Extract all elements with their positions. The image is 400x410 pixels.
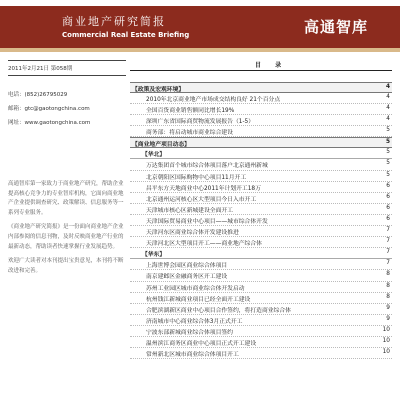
toc-entry-page: 10	[382, 349, 390, 356]
toc-entry[interactable]	[130, 259, 392, 270]
toc-subsection[interactable]	[130, 248, 392, 259]
contact-phone: 电话：(852)26795029	[8, 92, 68, 98]
toc-entry-page: 8	[386, 293, 390, 300]
table-of-contents	[130, 82, 392, 359]
toc-entry-page: 5	[386, 160, 390, 167]
toc-entry[interactable]	[130, 304, 392, 315]
toc-entry[interactable]	[130, 348, 392, 359]
toc-entry-title: 南京建邺区金融商务区开工建设	[146, 274, 228, 281]
toc-entry-title: 宁波东部新城商业综合体项目签约	[146, 329, 233, 336]
toc-entry-page: 7	[386, 227, 390, 234]
toc-entry-title: 深圳广东省国际商贸物流发展报告（1-5）	[146, 119, 255, 126]
page-header	[0, 0, 400, 52]
toc-entry[interactable]	[130, 282, 392, 293]
toc-entry-title: 全国百货商业销售额同比增长19%	[146, 108, 235, 115]
toc-entry-page: 8	[386, 282, 390, 289]
toc-entry-title: 杭州钱江新城商业项目已经全面开工建设	[146, 296, 251, 303]
toc-entry-title: 【华北】	[142, 152, 166, 159]
intro-paragraph: 高通智库第一家致力于商业地产研究，帮助企业提高核心竞争力的专业智库机构，它面向商业地产企业提供调查研究、政策解读、信息服务等一系列专业服务。	[8, 181, 124, 216]
toc-entry-title: 北京朝阳区国际购物中心项目11月开工	[146, 174, 247, 181]
toc-entry-title: 昌平东方天地商业中心2011年计划开工18万	[146, 185, 261, 192]
toc-entry-page: 8	[386, 271, 390, 278]
toc-entry-page: 4	[386, 94, 390, 100]
toc-title: 目 录	[255, 62, 288, 69]
toc-entry-page: 9	[386, 304, 390, 311]
contact-email[interactable]: 邮箱：gtc@gaotongchina.com	[8, 106, 90, 112]
toc-entry-title: 商务部：将启动城市商业综合建设	[146, 130, 233, 137]
toc-entry-title: 【政策及宏观环境】	[132, 87, 185, 93]
toc-entry-title: 天津城市核心区新城建设全面开工	[146, 207, 233, 214]
toc-entry[interactable]	[130, 104, 392, 115]
toc-entry-page: 5	[386, 171, 390, 178]
toc-entry-page: 6	[386, 182, 390, 189]
toc-entry[interactable]	[130, 171, 392, 182]
toc-section[interactable]	[130, 137, 392, 148]
toc-entry-title: 济南城市中心商业综合体3月正式开工	[146, 318, 243, 325]
toc-entry-title: 天津国际贸易商业中心项目——城市综合体开发	[146, 218, 268, 225]
toc-entry[interactable]	[130, 126, 392, 137]
toc-entry-page: 5	[386, 127, 390, 134]
toc-section[interactable]	[130, 82, 392, 93]
toc-entry[interactable]	[130, 182, 392, 193]
toc-entry[interactable]	[130, 204, 392, 215]
contact-website[interactable]: 网址：www.gaotongchina.com	[8, 120, 91, 126]
toc-entry-page: 7	[386, 249, 390, 256]
toc-entry[interactable]	[130, 237, 392, 248]
toc-entry-page: 5	[385, 139, 390, 146]
toc-entry-page: 10	[382, 326, 390, 333]
toc-entry-page: 6	[386, 204, 390, 211]
toc-entry-title: 万达集团首个城市综合体项目落户北京通州新城	[146, 163, 268, 170]
toc-entry[interactable]	[130, 315, 392, 326]
toc-entry-page: 6	[386, 193, 390, 200]
toc-entry-page: 7	[386, 238, 390, 245]
toc-entry[interactable]	[130, 270, 392, 281]
issue-info: 2011年2月21日 第058期	[8, 60, 126, 76]
toc-entry-page: 9	[386, 315, 390, 322]
header-title-cn: 商业地产研究简报	[62, 15, 166, 28]
toc-entry-title: 【商业地产项目动态】	[132, 142, 190, 149]
toc-entry-page: 5	[386, 149, 390, 156]
toc-entry-title: 北京通州运河核心区大型项目今日入市开工	[146, 196, 257, 203]
toc-entry-page: 4	[385, 84, 390, 90]
toc-entry-title: 2010年北京商业地产市场成交结构良好 21个百分点	[146, 97, 281, 103]
header-divider	[0, 48, 400, 52]
toc-entry[interactable]	[130, 337, 392, 348]
toc-entry[interactable]	[130, 215, 392, 226]
header-title-en: Commercial Real Estate Briefing	[62, 31, 190, 39]
left-column	[8, 60, 126, 130]
toc-entry-page: 7	[386, 260, 390, 267]
toc-heading	[130, 60, 392, 71]
intro-paragraph: 欢迎广大读者对本刊提出宝贵意见，本刊将不断改进和完善。	[8, 258, 124, 274]
toc-entry-title: 苏州工业园区城市商业综合体开发启动	[146, 285, 245, 292]
toc-entry-title: 天津河东区商业综合体开发建设推进	[146, 230, 239, 237]
toc-entry[interactable]	[130, 226, 392, 237]
toc-entry[interactable]	[130, 326, 392, 337]
toc-entry-title: 天津河北区大型项目开工——商业地产综合体	[146, 241, 262, 248]
toc-subsection[interactable]	[130, 148, 392, 159]
toc-entry[interactable]	[130, 159, 392, 170]
intro-paragraph: 《商业地产研究简报》是一份面向商业地产企业内部参阅的信息刊物，及时反映商业地产行业的最新动态，帮助读者快速掌握行业发展趋势。	[8, 224, 124, 250]
toc-entry-page: 6	[386, 215, 390, 222]
toc-entry-title: 【华东】	[142, 252, 166, 259]
toc-entry-title: 上海世博会园区商业综合体项目	[146, 263, 228, 270]
toc-entry-title: 合肥滨湖新区商业中心项目合作签约，将打造商业综合体	[146, 307, 291, 314]
intro-text	[8, 180, 124, 281]
toc-entry-page: 4	[386, 105, 390, 112]
toc-entry[interactable]	[130, 115, 392, 126]
toc-entry-page: 4	[386, 116, 390, 123]
brand-logo: 高通智库	[272, 6, 400, 48]
toc-entry[interactable]	[130, 193, 392, 204]
toc-entry[interactable]	[130, 293, 392, 304]
toc-entry[interactable]	[130, 93, 392, 104]
toc-entry-title: 常州新北区城市商业综合体项目开工	[146, 352, 239, 359]
toc-entry-page: 10	[382, 337, 390, 344]
contact-block	[8, 88, 126, 130]
toc-entry-title: 温州滨江商务区商业中心项目正式开工建设	[146, 340, 257, 347]
